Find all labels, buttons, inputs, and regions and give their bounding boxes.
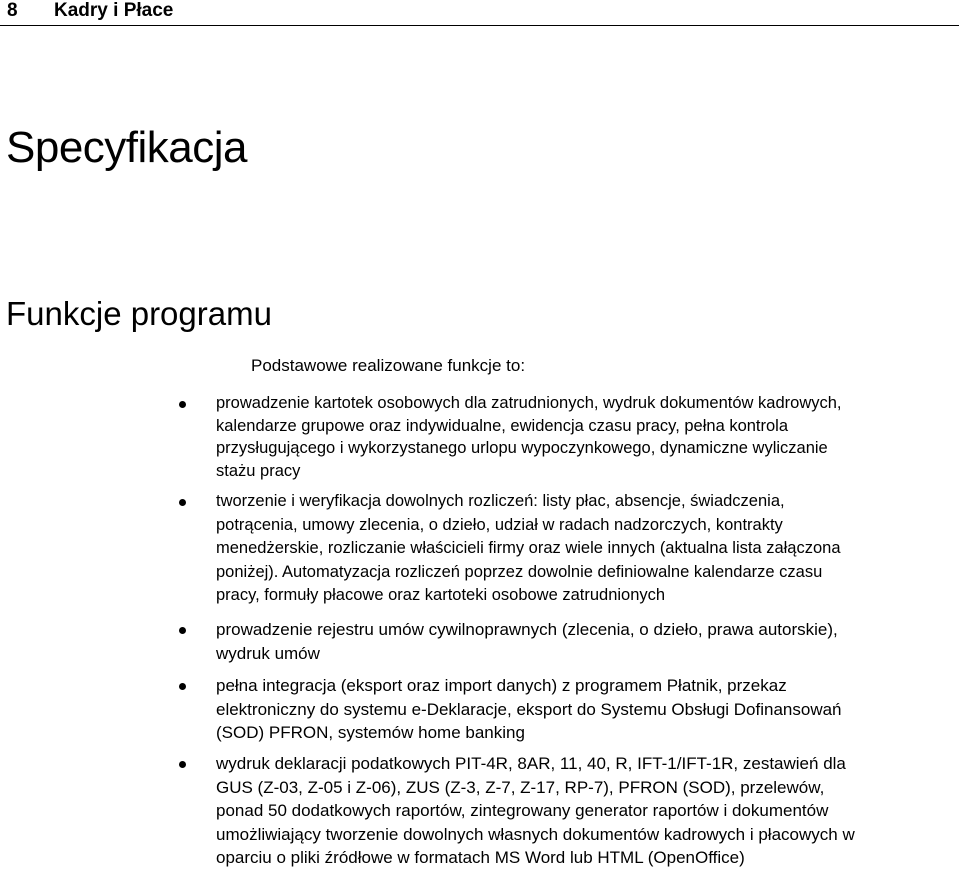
list-item-line: (SOD) PFRON, systemów home banking [216,723,525,742]
list-item-line: GUS (Z-03, Z-05 i Z-06), ZUS (Z-3, Z-7, Z-17, RP-7), PFRON (SOD), przelewów, [216,777,825,797]
list-item-line: poniżej). Automatyzacja rozliczeń poprzez dowolnie definiowalne kalendarze czasu [216,562,823,581]
list-item-line: wydruk umów [216,643,320,663]
list-item-line: elektroniczny do systemu e-Deklaracje, eksport do Systemu Obsługi Dofinansowań [216,699,842,719]
list-item-line: potrącenia, umowy zlecenia, o dzieło, udział w radach nadzorczych, kontrakty [216,515,783,534]
section-title: Funkcje programu [6,295,272,332]
list-item-line: ponad 50 dodatkowych raportów, zintegrowany generator raportów i dokumentów [216,801,829,820]
bullet-icon [179,627,186,634]
list-item-line: umożliwiający tworzenie dowolnych własnych dokumentów kadrowych i płacowych w [216,824,855,844]
list-item [216,392,956,482]
page-title: Specyfikacja [6,123,248,172]
list-item-line: prowadzenie kartotek osobowych dla zatrudnionych, wydruk dokumentów kadrowych, [216,394,842,412]
list-item-line: stażu pracy [216,461,301,480]
section-intro: Podstawowe realizowane funkcje to: [251,356,526,375]
bullet-icon [179,761,186,768]
page-number: 8 [7,0,18,21]
list-item-line: pełna integracja (eksport oraz import danych) z programem Płatnik, przekaz [216,676,787,695]
list-item [216,674,956,745]
list-item-line: przysługującego i wykorzystanego urlopu wypoczynkowego, dynamiczne wyliczanie [216,439,828,457]
list-item [216,490,956,608]
list-item-line: kalendarze grupowe oraz indywidualne, ewidencja czasu pracy, pełna kontrola [216,416,789,435]
list-item-line: wydruk deklaracji podatkowych PIT-4R, 8AR, 11, 40, R, IFT-1/IFT-1R, zestawień dla [216,754,846,773]
list-item-line: menedżerskie, rozliczanie właścicieli firmy oraz wiele innych (aktualna lista załączona [216,539,841,557]
list-item [216,752,956,870]
bullet-icon [179,401,186,408]
list-item [216,618,956,665]
header-divider [0,25,959,26]
list-item-line: oparciu o pliki źródłowe w formatach MS Word lub HTML (OpenOffice) [216,848,745,867]
running-title: Kadry i Płace [54,0,174,21]
bullet-icon [179,499,186,506]
page-header [0,0,959,24]
list-item-line: tworzenie i weryfikacja dowolnych rozliczeń: listy płac, absencje, świadczenia, [216,492,785,510]
list-item-line: prowadzenie rejestru umów cywilnoprawnych (zlecenia, o dzieło, prawa autorskie), [216,620,838,639]
list-item-line: pracy, formuły płacowe oraz kartoteki osobowe zatrudnionych [216,586,666,604]
running-header [7,0,173,22]
bullet-icon [179,683,186,690]
